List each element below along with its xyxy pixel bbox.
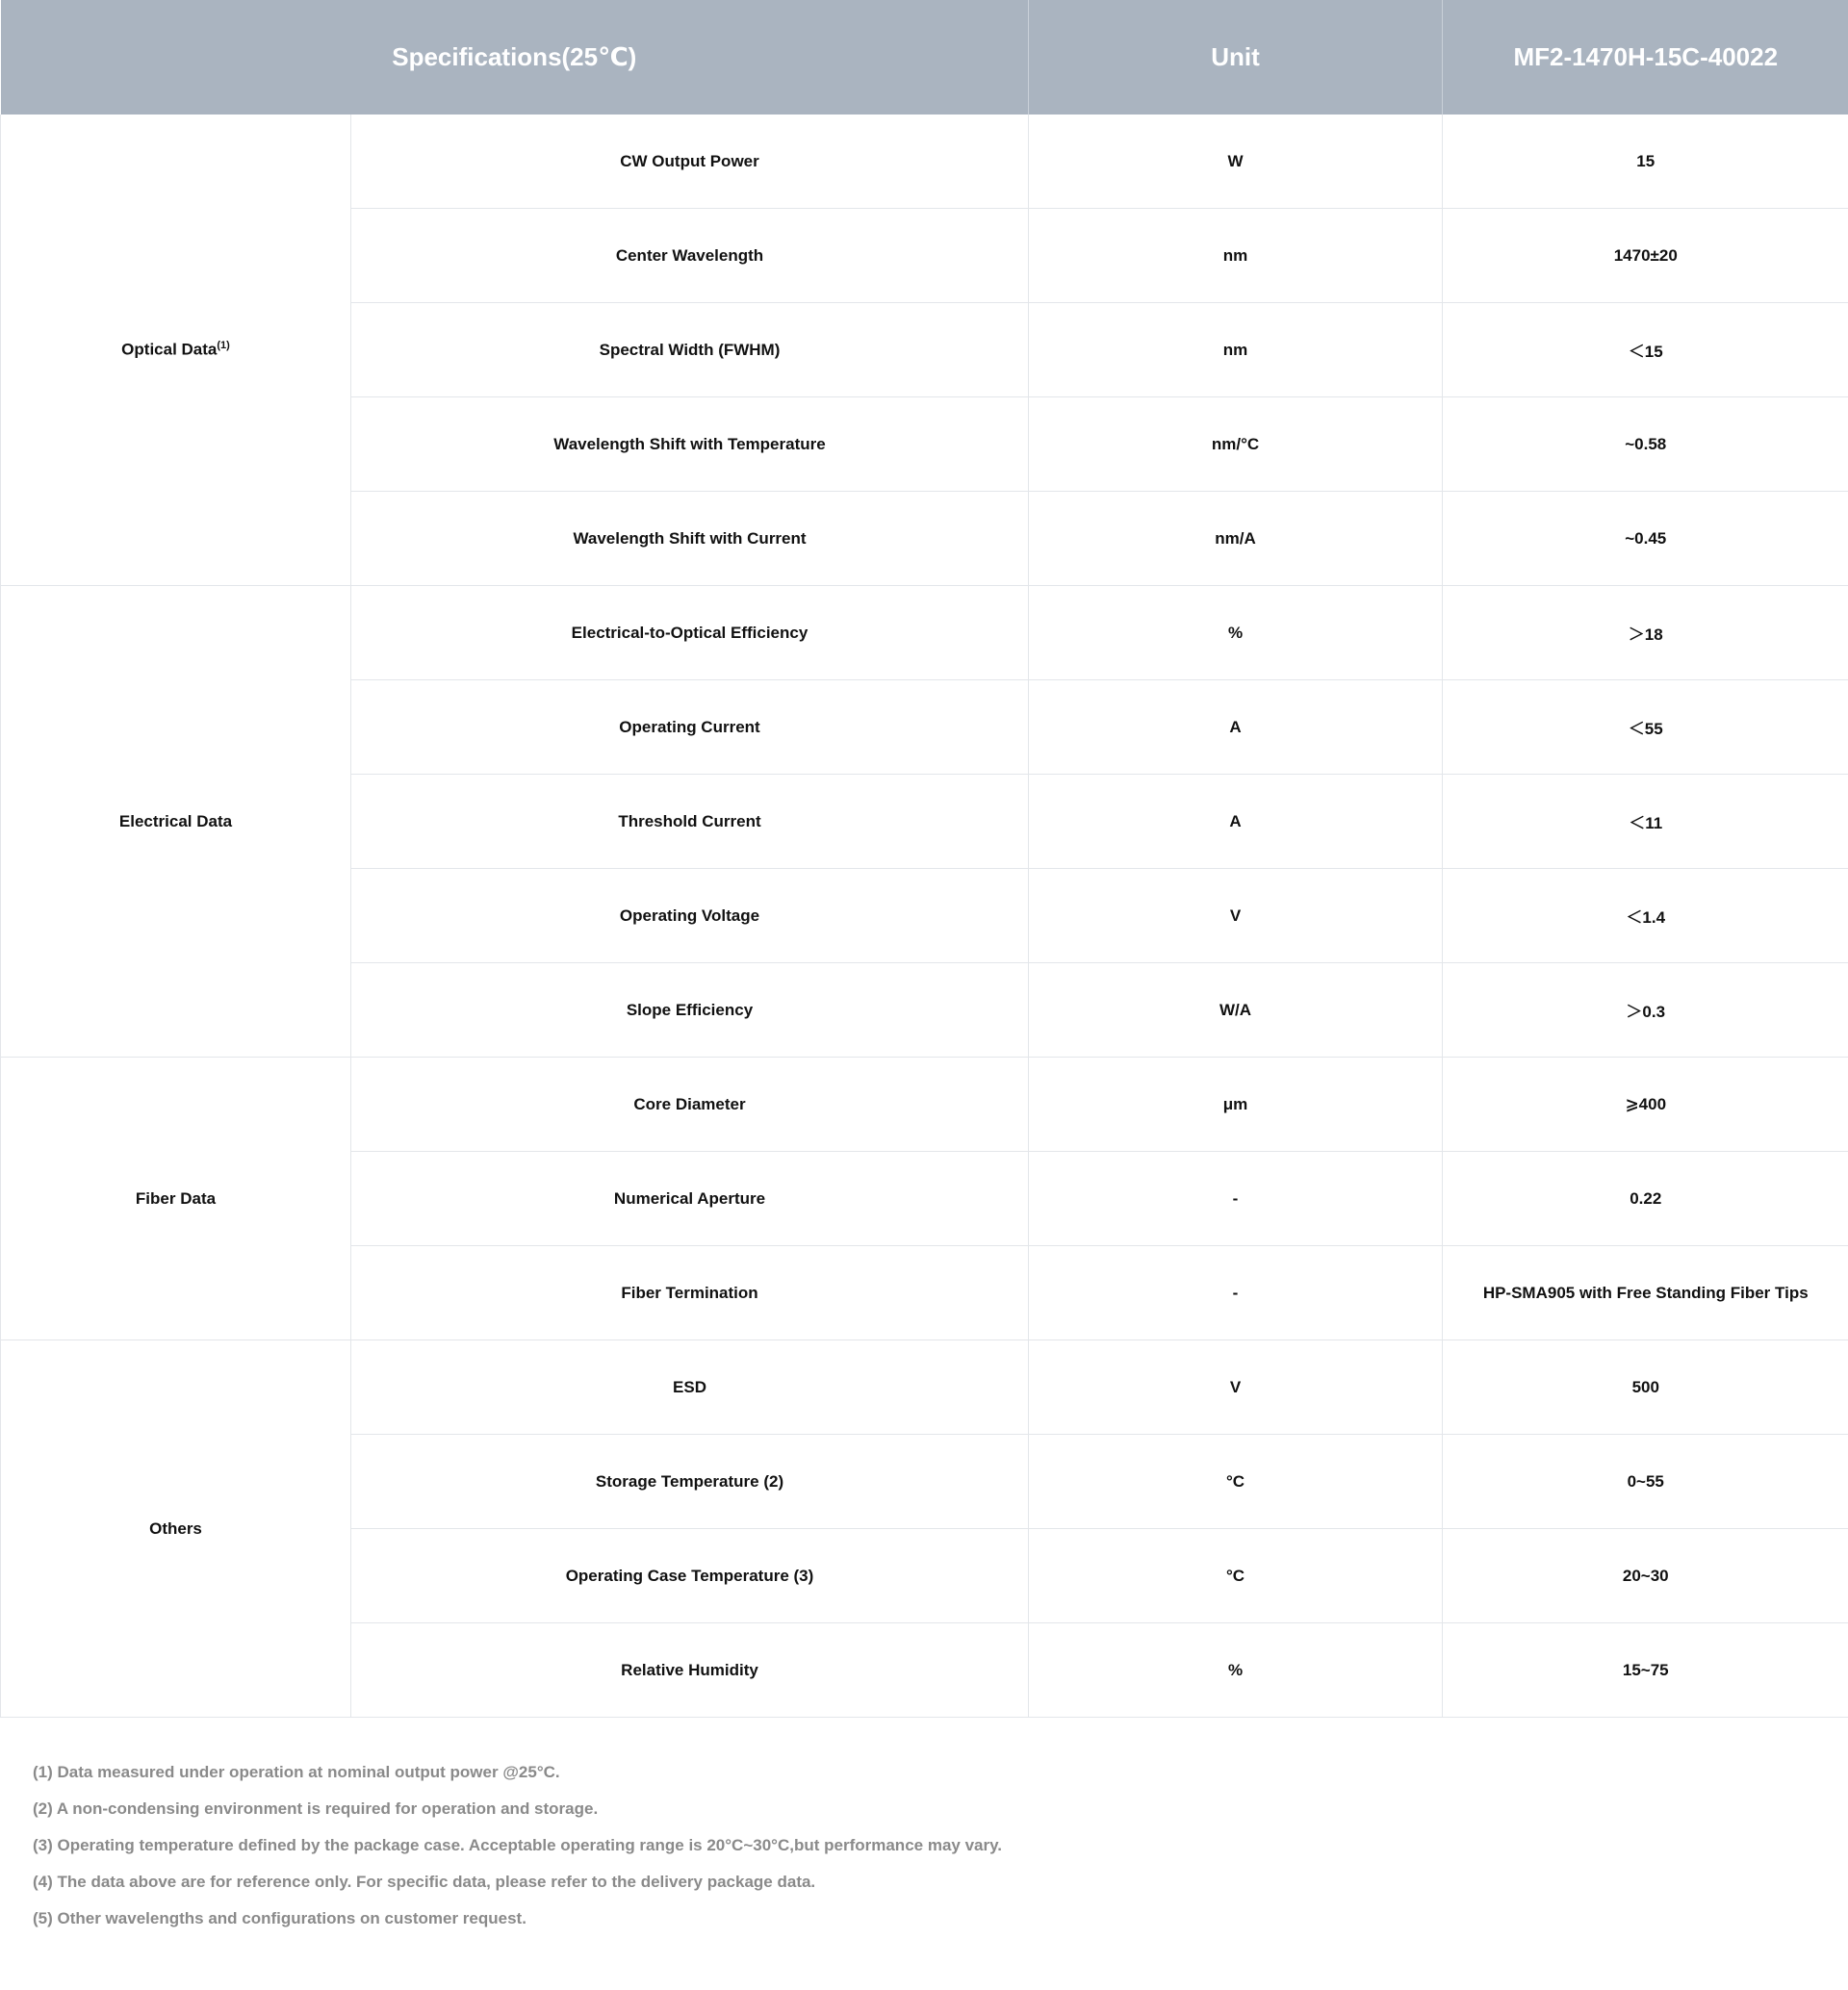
value-cell: HP-SMA905 with Free Standing Fiber Tips — [1443, 1246, 1848, 1340]
value-cell: ＜11 — [1443, 775, 1848, 869]
parameter-cell: Numerical Aperture — [351, 1152, 1029, 1246]
parameter-cell: Wavelength Shift with Temperature — [351, 397, 1029, 492]
unit-cell: nm/°C — [1029, 397, 1443, 492]
spec-table-body — [1, 115, 1848, 1718]
group-label — [1, 586, 351, 1058]
value-cell: 500 — [1443, 1340, 1848, 1435]
parameter-cell: Storage Temperature (2) — [351, 1435, 1029, 1529]
value-cell: ~0.45 — [1443, 492, 1848, 586]
value-cell: 20~30 — [1443, 1529, 1848, 1623]
unit-cell: A — [1029, 775, 1443, 869]
header-unit: Unit — [1029, 0, 1443, 115]
footnote: (1) Data measured under operation at nominal output power @25°C. — [33, 1763, 560, 1781]
parameter-cell: Fiber Termination — [351, 1246, 1029, 1340]
parameter-cell: Wavelength Shift with Current — [351, 492, 1029, 586]
parameter-cell: Threshold Current — [351, 775, 1029, 869]
unit-cell: % — [1029, 1623, 1443, 1718]
table-row — [1, 115, 1848, 209]
parameter-cell: Operating Voltage — [351, 869, 1029, 963]
value-cell: 1470±20 — [1443, 209, 1848, 303]
value-cell: 15 — [1443, 115, 1848, 209]
footnote: (3) Operating temperature defined by the package case. Acceptable operating range is 20°C~30°C,but performance may vary. — [33, 1836, 1003, 1854]
unit-cell: W — [1029, 115, 1443, 209]
parameter-cell: Relative Humidity — [351, 1623, 1029, 1718]
group-name: Optical Data — [121, 340, 218, 359]
footnote: (4) The data above are for reference only. For specific data, please refer to the delivery package data. — [33, 1873, 816, 1891]
group-footnote-ref: (1) — [217, 340, 230, 352]
header-model: MF2-1470H-15C-40022 — [1443, 0, 1848, 115]
parameter-cell: Slope Efficiency — [351, 963, 1029, 1058]
group-name: Fiber Data — [135, 1188, 217, 1208]
unit-cell: % — [1029, 586, 1443, 680]
value-cell: ⩾400 — [1443, 1058, 1848, 1152]
group-name: Electrical Data — [118, 811, 233, 830]
unit-cell: nm — [1029, 209, 1443, 303]
header-specifications: Specifications(25℃) — [1, 0, 1029, 115]
footnote: (2) A non-condensing environment is required for operation and storage. — [33, 1799, 599, 1818]
parameter-cell: Spectral Width (FWHM) — [351, 303, 1029, 397]
value-cell: ＜55 — [1443, 680, 1848, 775]
unit-cell: - — [1029, 1246, 1443, 1340]
unit-cell: °C — [1029, 1529, 1443, 1623]
footnote: (5) Other wavelengths and configurations on customer request. — [33, 1909, 526, 1927]
value-cell: 0~55 — [1443, 1435, 1848, 1529]
unit-cell: V — [1029, 1340, 1443, 1435]
group-name: Others — [149, 1518, 202, 1538]
unit-cell: W/A — [1029, 963, 1443, 1058]
parameter-cell: Center Wavelength — [351, 209, 1029, 303]
value-cell: 15~75 — [1443, 1623, 1848, 1718]
unit-cell: V — [1029, 869, 1443, 963]
value-cell: ＞0.3 — [1443, 963, 1848, 1058]
parameter-cell: Core Diameter — [351, 1058, 1029, 1152]
unit-cell: μm — [1029, 1058, 1443, 1152]
unit-cell: nm — [1029, 303, 1443, 397]
table-row — [1, 1340, 1848, 1435]
group-label — [1, 1058, 351, 1340]
value-cell: ＞18 — [1443, 586, 1848, 680]
value-cell: ＜15 — [1443, 303, 1848, 397]
parameter-cell: Electrical-to-Optical Efficiency — [351, 586, 1029, 680]
group-label — [1, 1340, 351, 1718]
footnotes — [0, 1718, 1848, 1937]
unit-cell: - — [1029, 1152, 1443, 1246]
group-label — [1, 115, 351, 586]
value-cell: ＜1.4 — [1443, 869, 1848, 963]
parameter-cell: Operating Current — [351, 680, 1029, 775]
unit-cell: A — [1029, 680, 1443, 775]
parameter-cell: Operating Case Temperature (3) — [351, 1529, 1029, 1623]
table-row — [1, 1058, 1848, 1152]
table-row — [1, 586, 1848, 680]
unit-cell: nm/A — [1029, 492, 1443, 586]
parameter-cell: ESD — [351, 1340, 1029, 1435]
parameter-cell: CW Output Power — [351, 115, 1029, 209]
value-cell: 0.22 — [1443, 1152, 1848, 1246]
table-header-row — [1, 0, 1848, 115]
value-cell: ~0.58 — [1443, 397, 1848, 492]
unit-cell: °C — [1029, 1435, 1443, 1529]
